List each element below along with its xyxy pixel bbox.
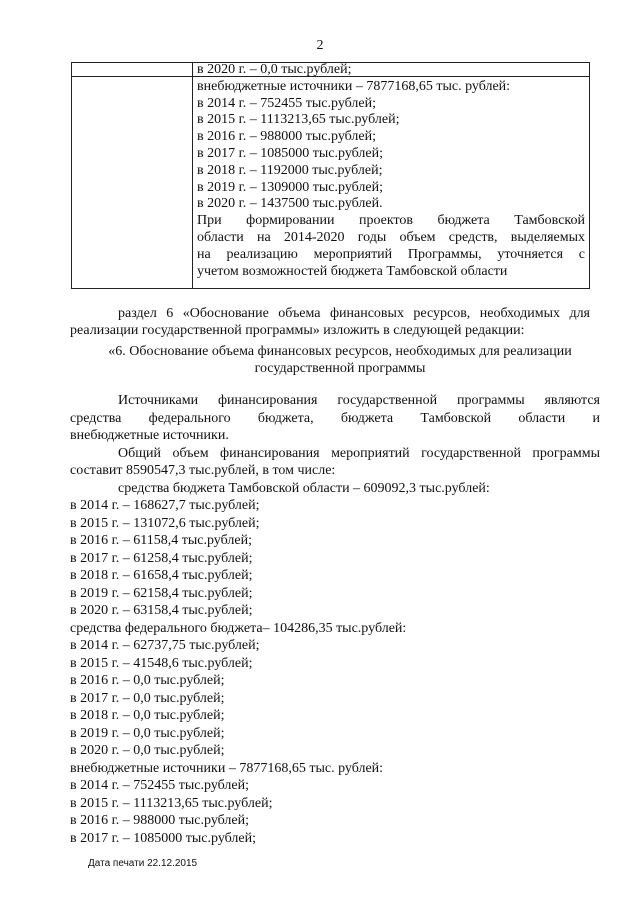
regional-header: средства бюджета Тамбовской области – 609092,3 тыс.рублей: [118,480,490,496]
list-item: в 2019 г. – 62158,4 тыс.рублей; [70,585,253,601]
list-item: в 2018 г. – 61658,4 тыс.рублей; [70,568,253,583]
list-item: в 2020 г. – 63158,4 тыс.рублей; [70,603,253,618]
federal-header: средства федерального бюджета– 104286,35 тыс.рублей: [70,620,407,636]
table-line: в 2014 г. – 752455 тыс.рублей; [197,95,376,111]
list-item: в 2015 г. – 1113213,65 тыс.рублей; [70,795,273,811]
table-line: области на 2014-2020 годы объем средств, выделяемых [197,229,585,245]
list-item: в 2017 г. – 61258,4 тыс.рублей; [70,550,253,566]
extrabudget-header: внебюджетные источники – 7877168,65 тыс. рублей: [70,760,384,776]
table-line: в 2018 г. – 1192000 тыс.рублей; [197,162,383,178]
table-line: в 2019 г. – 1309000 тыс.рублей; [197,179,383,195]
list-item: в 2016 г. – 0,0 тыс.рублей; [70,673,225,688]
section-title [70,343,610,377]
list-item: в 2018 г. – 0,0 тыс.рублей; [70,708,225,723]
list-item: в 2020 г. – 0,0 тыс.рублей; [70,743,225,758]
table-line: учетом возможностей бюджета Тамбовской области [197,263,508,279]
body-text [70,392,600,847]
table-column-divider [192,62,193,289]
funding-table [71,62,590,289]
paragraph-line: Общий объем финансирования мероприятий государственной программы [118,445,600,461]
paragraph-line: средства федерального бюджета, бюджета Тамбовской области и [70,410,600,426]
table-line: в 2015 г. – 1113213,65 тыс.рублей; [197,112,400,128]
list-item: в 2015 г. – 41548,6 тыс.рублей; [70,655,253,671]
intro-line: раздел 6 «Обоснование объема финансовых ресурсов, необходимых для [118,306,590,321]
paragraph-line: внебюджетные источники. [70,428,229,443]
table-line: в 2020 г. – 1437500 тыс.рублей. [197,196,383,212]
intro-line: реализации государственной программы» изложить в следующей редакции: [70,323,525,338]
list-item: в 2019 г. – 0,0 тыс.рублей; [70,725,225,741]
paragraph-line: Источниками финансирования государственной программы являются [118,393,600,408]
list-item: в 2016 г. – 61158,4 тыс.рублей; [70,533,252,548]
table-line: внебюджетные источники – 7877168,65 тыс. рублей: [197,78,511,94]
list-item: в 2014 г. – 752455 тыс.рублей; [70,778,249,793]
list-item: в 2014 г. – 62737,75 тыс.рублей; [70,638,260,653]
list-item: в 2015 г. – 131072,6 тыс.рублей; [70,515,260,531]
table-cell-funding [197,62,585,280]
table-line: в 2017 г. – 1085000 тыс.рублей; [197,145,383,161]
list-item: в 2016 г. – 988000 тыс.рублей; [70,813,249,828]
table-line: в 2020 г. – 0,0 тыс.рублей; [197,62,352,77]
table-line: на реализацию мероприятий Программы, уточняется с [197,246,585,262]
list-item: в 2017 г. – 1085000 тыс.рублей; [70,830,256,846]
table-line: При формировании проектов бюджета Тамбовской [197,213,585,229]
title-line: «6. Обоснование объема финансовых ресурсов, необходимых для реализации [108,344,572,359]
page-number: 2 [316,38,324,53]
print-date-footer: Дата печати 22.12.2015 [88,858,198,869]
paragraph-line: составит 8590547,3 тыс.рублей, в том числе: [70,463,336,478]
list-item: в 2014 г. – 168627,7 тыс.рублей; [70,498,260,513]
title-line: государственной программы [254,361,426,376]
section-intro [70,305,590,339]
list-item: в 2017 г. – 0,0 тыс.рублей; [70,690,225,706]
table-line: в 2016 г. – 988000 тыс.рублей; [197,129,376,145]
